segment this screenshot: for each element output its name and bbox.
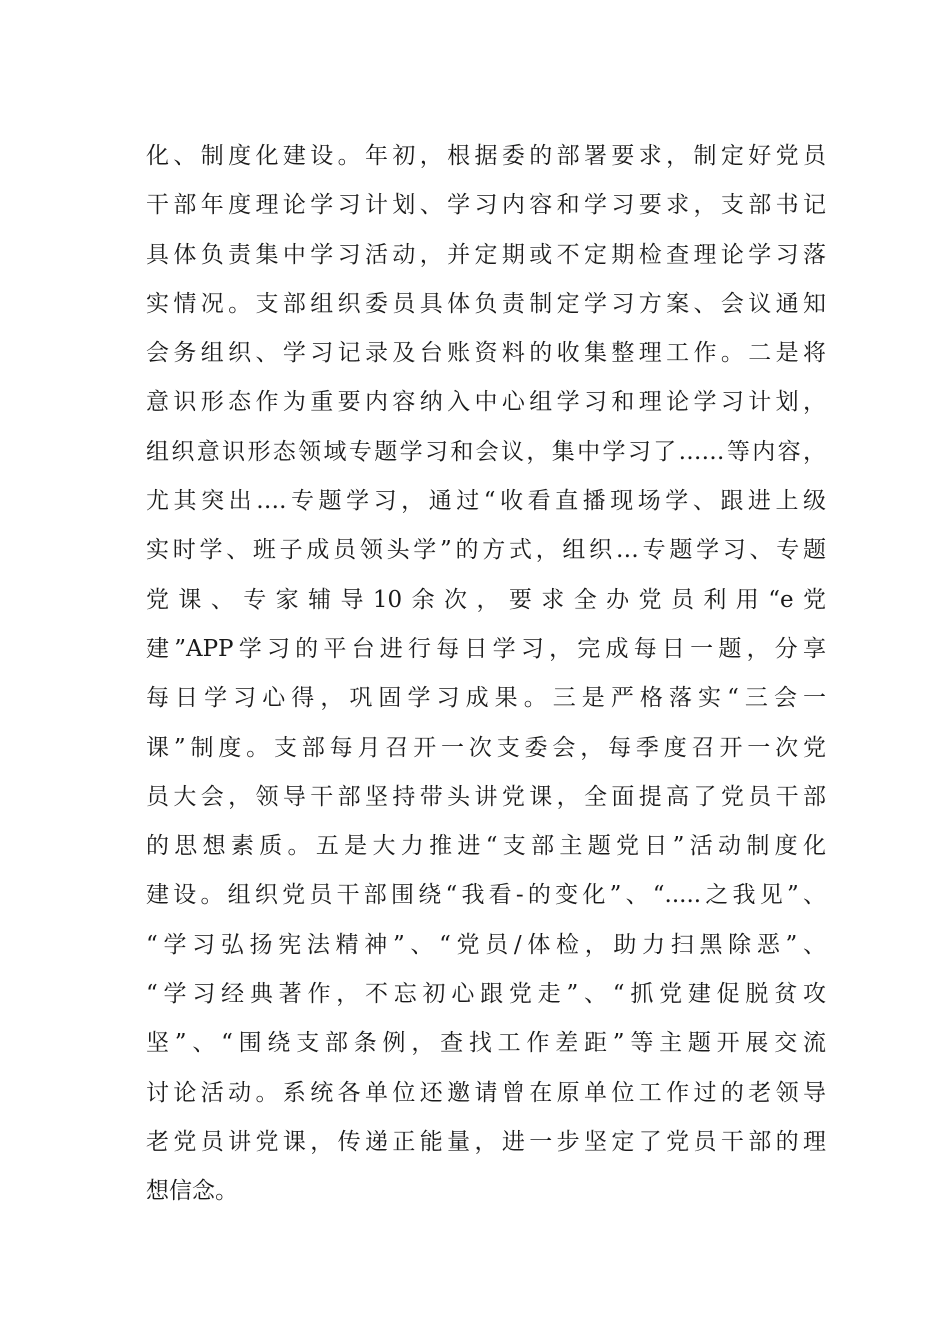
text-line: 讨论活动。系统各单位还邀请曾在原单位工作过的老领导 <box>146 1079 826 1106</box>
text-line: 想信念。 <box>146 1178 238 1205</box>
text-line: 课”制度。支部每月召开一次支委会，每季度召开一次党 <box>146 734 826 761</box>
text-line: 老党员讲党课，传递正能量，进一步坚定了党员干部的理 <box>146 1128 826 1155</box>
text-line: 建”APP学习的平台进行每日学习，完成每日一题，分享 <box>146 635 826 662</box>
text-line: 会务组织、学习记录及台账资料的收集整理工作。二是将 <box>146 340 826 367</box>
text-line: 建设。组织党员干部围绕“我看-的变化”、“.....之我见”、 <box>146 882 826 909</box>
text-line: 组织意识形态领域专题学习和会议，集中学习了……等内容， <box>146 438 826 465</box>
text-line: 每日学习心得，巩固学习成果。三是严格落实“三会一 <box>146 685 826 712</box>
text-line: 党课、专家辅导10余次，要求全办党员利用“e党 <box>146 586 826 613</box>
text-line: 意识形态作为重要内容纳入中心组学习和理论学习计划， <box>146 389 826 416</box>
text-line: 实时学、班子成员领头学”的方式，组织…专题学习、专题 <box>146 537 826 564</box>
text-line: 化、制度化建设。年初，根据委的部署要求，制定好党员 <box>146 143 826 169</box>
text-line: 坚”、“围绕支部条例，查找工作差距”等主题开展交流 <box>146 1030 826 1057</box>
text-line: 实情况。支部组织委员具体负责制定学习方案、会议通知 <box>146 290 826 317</box>
text-line: “学习经典著作，不忘初心跟党走”、“抓党建促脱贫攻 <box>146 981 826 1008</box>
body-paragraph <box>146 132 826 1217</box>
text-line: “学习弘扬宪法精神”、“党员/体检，助力扫黑除恶”、 <box>146 931 826 958</box>
text-line: 干部年度理论学习计划、学习内容和学习要求，支部书记 <box>146 192 826 219</box>
text-line: 的思想素质。五是大力推进“支部主题党日”活动制度化 <box>146 833 826 860</box>
text-line: 具体负责集中学习活动，并定期或不定期检查理论学习落 <box>146 241 826 268</box>
text-line: 员大会，领导干部坚持带头讲党课，全面提高了党员干部 <box>146 783 826 810</box>
text-line: 尤其突出….专题学习，通过“收看直播现场学、跟进上级 <box>146 488 826 515</box>
